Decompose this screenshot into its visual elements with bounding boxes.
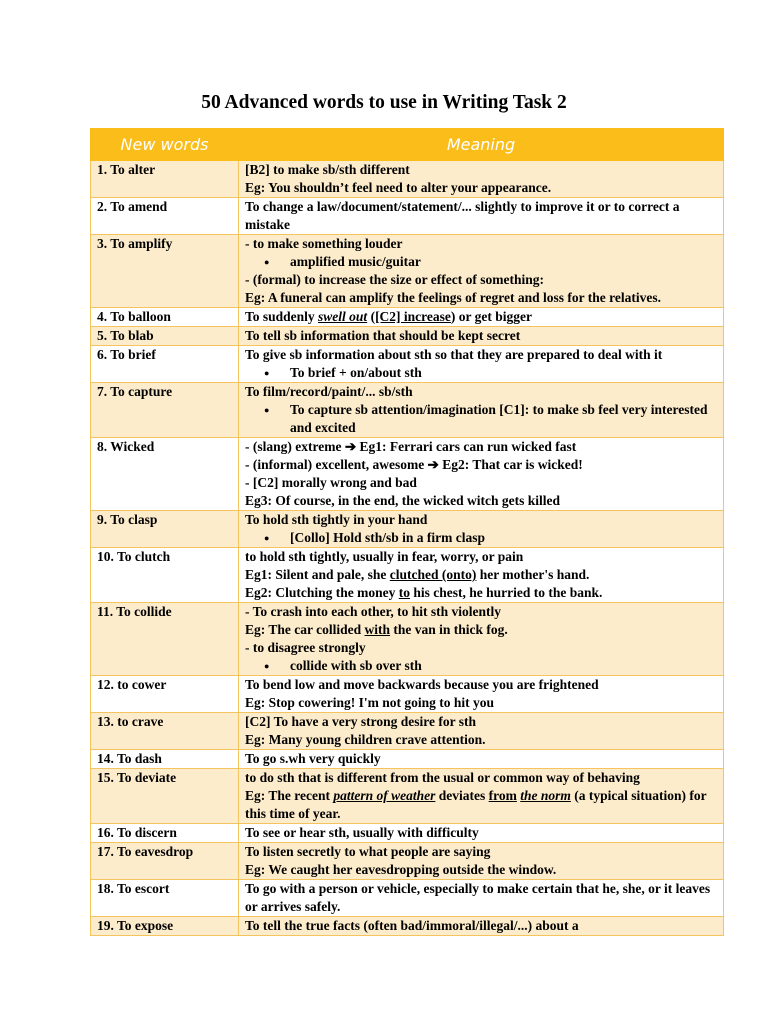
meaning-text: ( [367,309,376,324]
table-row [91,308,724,327]
table-row [91,327,724,346]
meaning-line [245,492,719,510]
meaning-text: To see or hear sth, usually with difficulty [245,825,479,840]
meaning-text: with [364,622,391,637]
meaning-cell [239,769,724,824]
meaning-line [245,603,719,621]
meaning-cell [239,548,724,603]
meaning-text: Eg1: Silent and pale, she [245,567,390,582]
meaning-text: To tell the true facts (often bad/immoral/illegal/...) about a [245,918,579,933]
meaning-line [245,843,719,861]
meaning-line [245,161,719,179]
meaning-line [245,198,719,234]
meaning-text: the van in thick fog. [390,622,508,637]
table-row [91,235,724,308]
meaning-text: To film/record/paint/... sb/sth [245,384,413,399]
meaning-text: pattern of weather [333,788,436,803]
table-row [91,511,724,548]
word-cell: 7. To capture [91,383,239,438]
meaning-line [245,289,719,307]
meaning-line [245,880,719,916]
meaning-cell [239,676,724,713]
meaning-line [245,179,719,197]
table-row [91,880,724,917]
meaning-line [245,271,719,289]
meaning-line [245,769,719,787]
table-row [91,713,724,750]
meaning-line [245,474,719,492]
meaning-line [245,235,719,253]
word-cell: 8. Wicked [91,438,239,511]
word-cell: 13. to crave [91,713,239,750]
table-row [91,161,724,198]
meaning-text: his chest, he hurried to the bank. [410,585,603,600]
meaning-text: [B2] to make sb/sth different [245,162,410,177]
meaning-line [245,584,719,602]
meaning-text: collide with sb over sth [290,658,422,673]
table-row [91,676,724,713]
meaning-text: - to make something louder [245,236,403,251]
table-row [91,346,724,383]
word-cell: 3. To amplify [91,235,239,308]
word-cell: 1. To alter [91,161,239,198]
meaning-text: To go with a person or vehicle, especially to make certain that he, she, or it leaves or arrives safely. [245,881,711,914]
meaning-text: her mother's hand. [476,567,590,582]
table-header-row [91,129,724,161]
meaning-text: To change a law/document/statement/... slightly to improve it or to correct a mistake [245,199,680,232]
meaning-cell [239,511,724,548]
table-row [91,603,724,676]
meaning-text: To brief + on/about sth [290,365,422,380]
meaning-line [245,548,719,566]
meaning-text: To give sb information about sth so that they are prepared to deal with it [245,347,663,362]
meaning-cell [239,824,724,843]
table-row [91,198,724,235]
meaning-text: To listen secretly to what people are saying [245,844,491,859]
meaning-line [245,639,719,657]
meaning-text: Eg: The car collided [245,622,365,637]
meaning-line [245,566,719,584]
meaning-line [245,713,719,731]
meaning-line [245,383,719,401]
header-new-words: New words [91,129,239,161]
word-cell: 11. To collide [91,603,239,676]
meaning-text: swell out [318,309,368,324]
meaning-text: Eg: We caught her eavesdropping outside the window. [245,862,557,877]
meaning-text: To bend low and move backwards because you are frightened [245,677,599,692]
word-cell: 14. To dash [91,750,239,769]
meaning-text: To capture sb attention/imagination [C1]: to make sb feel very interested and excited [290,402,708,435]
word-cell: 12. to cower [91,676,239,713]
word-cell: 18. To escort [91,880,239,917]
table-row [91,750,724,769]
meaning-text: to do sth that is different from the usual or common way of behaving [245,770,640,785]
meaning-line [245,621,719,639]
meaning-bullet [245,529,719,547]
meaning-text: - (informal) excellent, awesome ➔ Eg2: That car is wicked! [245,457,583,472]
table-row [91,383,724,438]
word-cell: 15. To deviate [91,769,239,824]
meaning-line [245,694,719,712]
meaning-cell [239,880,724,917]
meaning-text: To go s.wh very quickly [245,751,381,766]
word-cell: 2. To amend [91,198,239,235]
word-cell: 9. To clasp [91,511,239,548]
meaning-text: - (formal) to increase the size or effect of something: [245,272,545,287]
meaning-text: [C2] increase [375,309,451,324]
table-row [91,843,724,880]
meaning-text: deviates [435,788,489,803]
table-row [91,548,724,603]
meaning-text: Eg: A funeral can amplify the feelings of regret and loss for the relatives. [245,290,661,305]
meaning-text: - (slang) extreme ➔ Eg1: Ferrari cars can run wicked fast [245,439,577,454]
meaning-cell [239,198,724,235]
meaning-text: Eg: The recent [245,788,334,803]
meaning-text: To tell sb information that should be kept secret [245,328,521,343]
table-row [91,917,724,936]
meaning-cell [239,383,724,438]
meaning-cell [239,308,724,327]
meaning-bullet [245,401,719,437]
meaning-text: - [C2] morally wrong and bad [245,475,417,490]
meaning-line [245,787,719,823]
meaning-text: to [398,585,411,600]
meaning-bullet [245,657,719,675]
meaning-text: Eg: You shouldn’t feel need to alter your appearance. [245,180,552,195]
meaning-text: [C2] To have a very strong desire for sth [245,714,476,729]
meaning-line [245,750,719,768]
meaning-cell [239,438,724,511]
meaning-text: from [488,788,517,803]
meaning-line [245,511,719,529]
meaning-text: amplified music/guitar [290,254,421,269]
meaning-text: to hold sth tightly, usually in fear, worry, or pain [245,549,524,564]
meaning-bullet [245,364,719,382]
meaning-bullet [245,253,719,271]
meaning-text: the norm [520,788,571,803]
meaning-cell [239,161,724,198]
meaning-line [245,327,719,345]
word-cell: 19. To expose [91,917,239,936]
meaning-text: To hold sth tightly in your hand [245,512,428,527]
meaning-cell [239,346,724,383]
meaning-cell [239,917,724,936]
meaning-cell [239,235,724,308]
vocabulary-table [90,128,724,936]
meaning-line [245,824,719,842]
table-body [91,161,724,936]
word-cell: 6. To brief [91,346,239,383]
word-cell: 5. To blab [91,327,239,346]
meaning-text: (a typical situation) for this time of year. [245,788,707,821]
meaning-line [245,438,719,456]
meaning-text: - To crash into each other, to hit sth violently [245,604,502,619]
meaning-text: clutched (onto) [389,567,477,582]
word-cell: 16. To discern [91,824,239,843]
word-cell: 4. To balloon [91,308,239,327]
meaning-cell [239,603,724,676]
meaning-text: Eg2: Clutching the money [245,585,399,600]
meaning-line [245,676,719,694]
meaning-text: [Collo] Hold sth/sb in a firm clasp [290,530,486,545]
document-title: 50 Advanced words to use in Writing Task 2 [201,92,567,113]
table-row [91,438,724,511]
meaning-cell [239,750,724,769]
meaning-text: Eg: Stop cowering! I'm not going to hit you [245,695,495,710]
header-meaning: Meaning [239,129,724,161]
meaning-text: Eg: Many young children crave attention. [245,732,486,747]
word-cell: 10. To clutch [91,548,239,603]
word-cell: 17. To eavesdrop [91,843,239,880]
table-row [91,769,724,824]
meaning-line [245,917,719,935]
meaning-cell [239,843,724,880]
meaning-text: - to disagree strongly [245,640,366,655]
meaning-line [245,308,719,326]
meaning-line [245,346,719,364]
meaning-line [245,731,719,749]
meaning-cell [239,713,724,750]
meaning-text: ) or get bigger [450,309,533,324]
meaning-text: Eg3: Of course, in the end, the wicked witch gets killed [245,493,560,508]
meaning-text: To suddenly [245,309,319,324]
table-row [91,824,724,843]
meaning-line [245,456,719,474]
meaning-cell [239,327,724,346]
meaning-line [245,861,719,879]
